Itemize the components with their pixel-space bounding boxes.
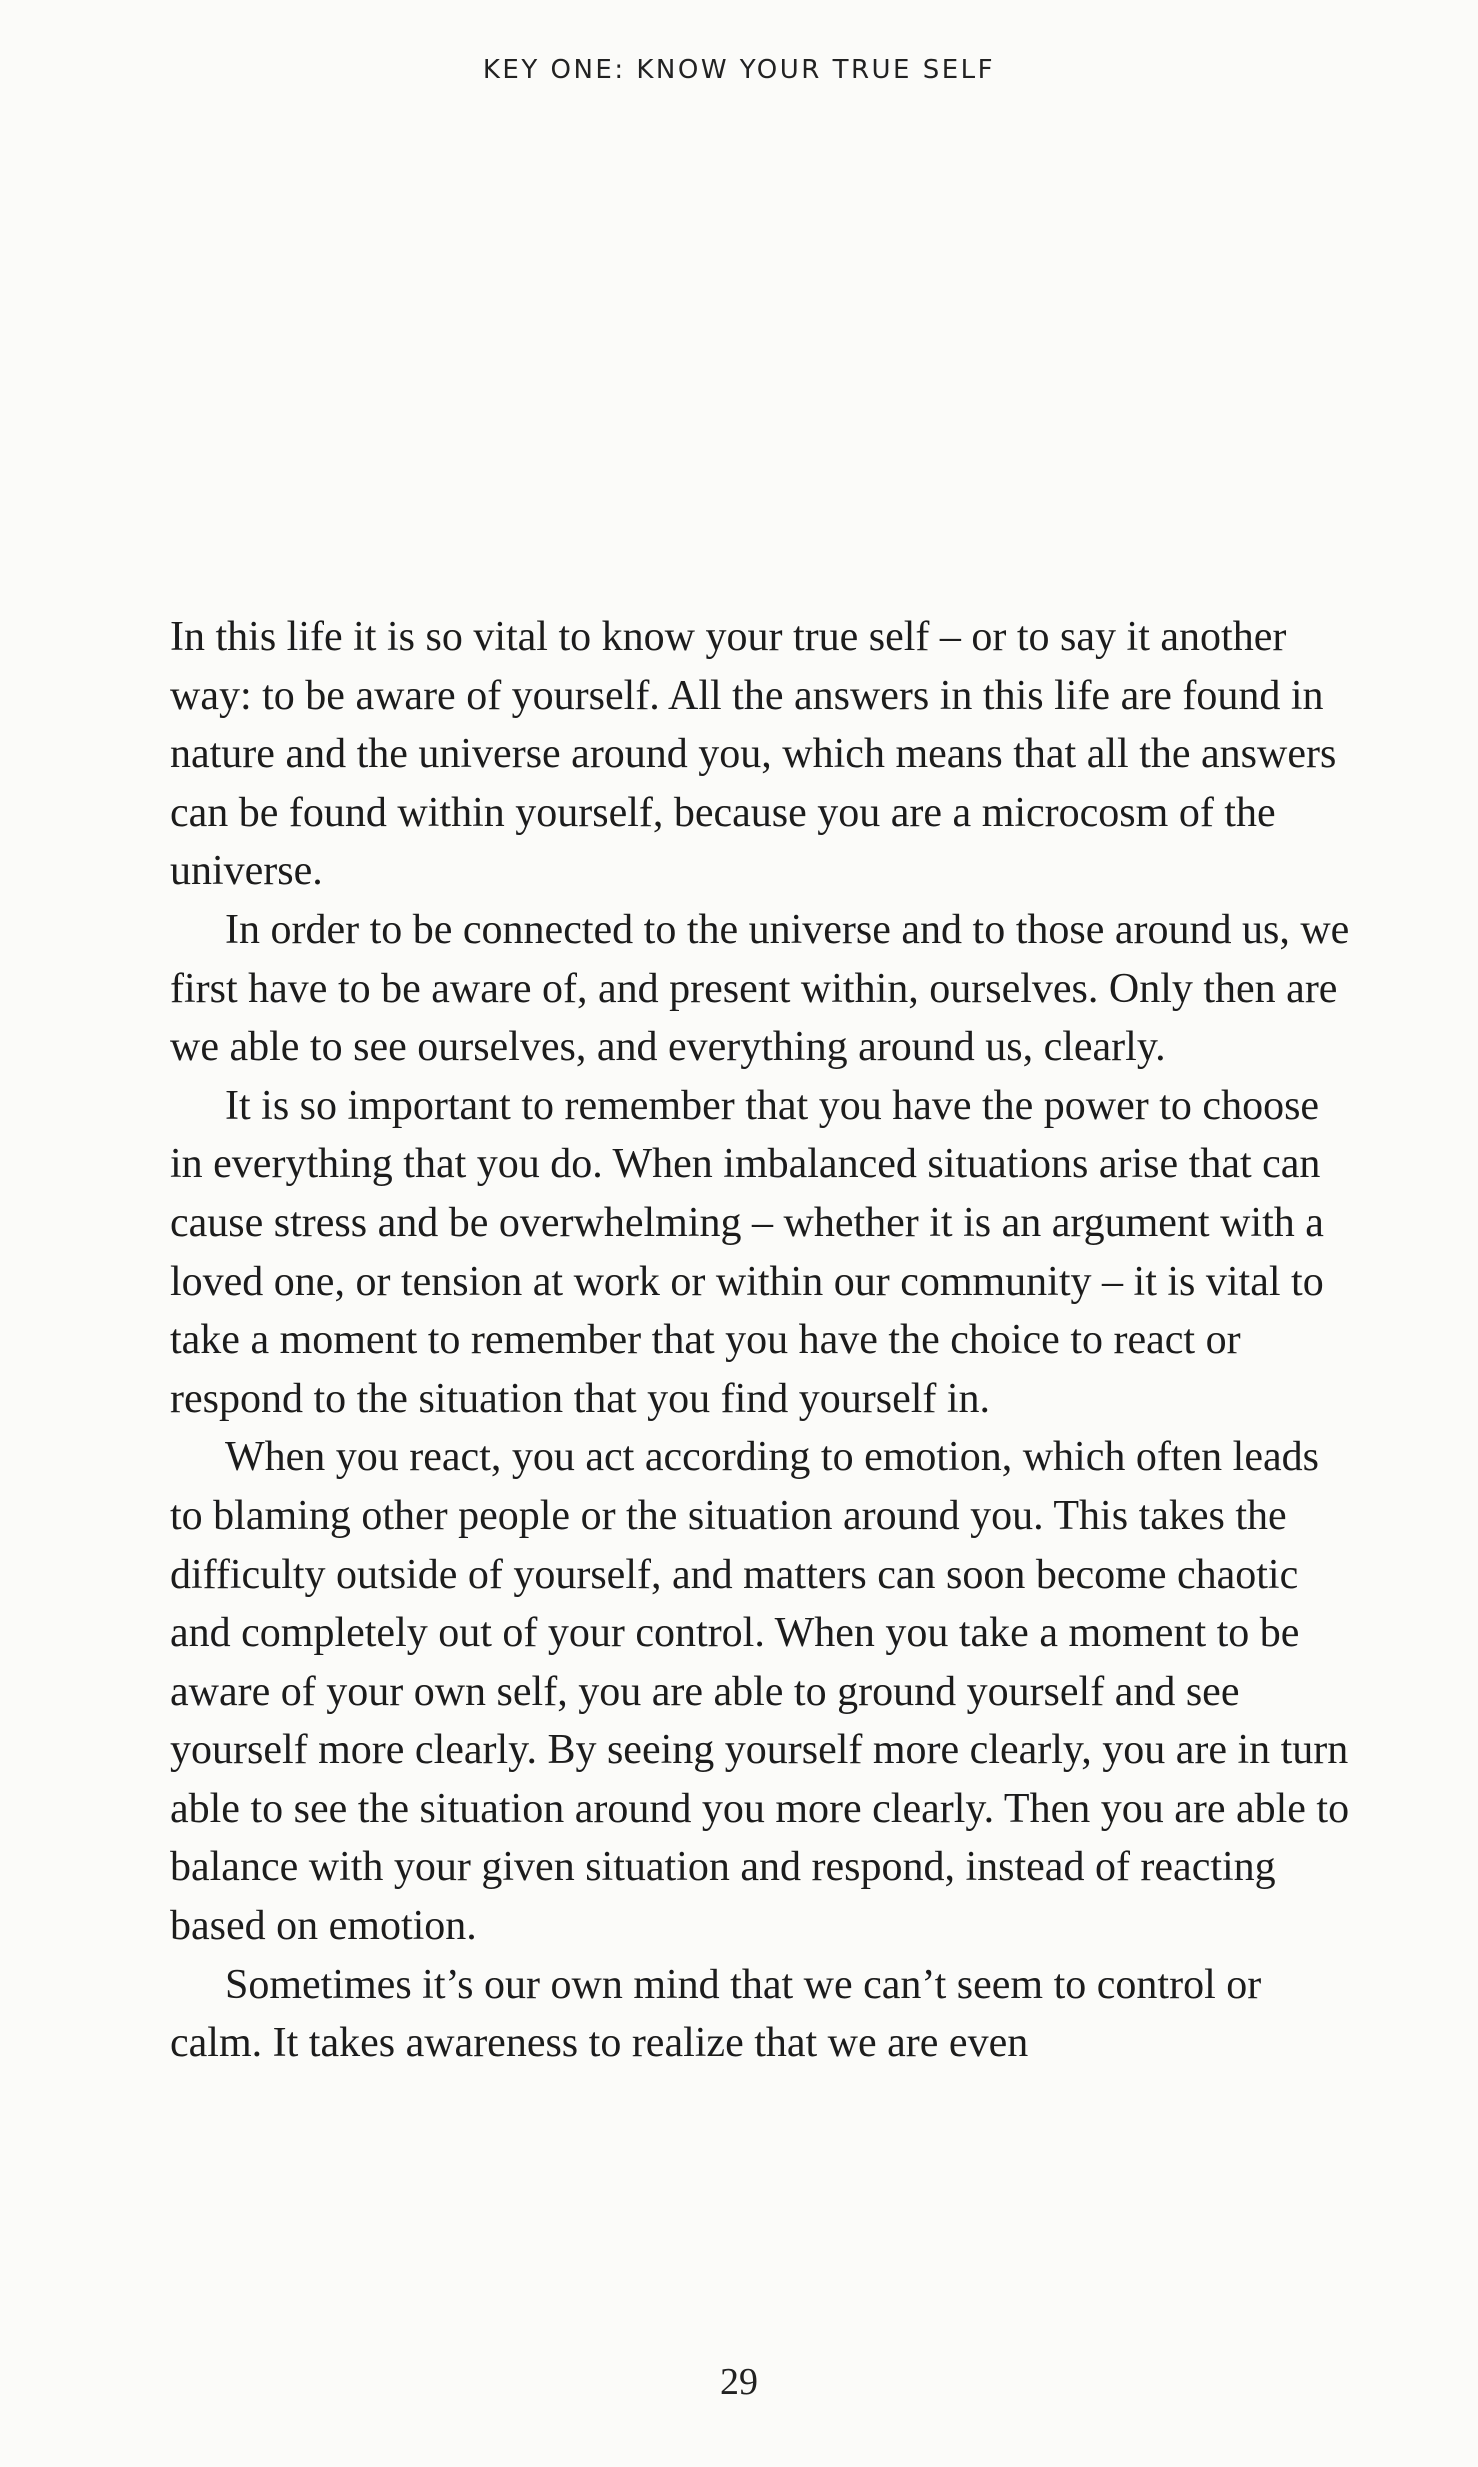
body-text	[170, 608, 1350, 2073]
paragraph-2: In order to be connected to the universe and to those around us, we first have to be aware of, and present within, ourselves. Only then are we able to see ourselves, and everything around us, clearly.	[170, 906, 1350, 1071]
paragraph-5: Sometimes it’s our own mind that we can’t seem to control or calm. It takes awareness to realize that we are even	[170, 1961, 1262, 2067]
paragraph-1: In this life it is so vital to know your true self – or to say it another way: to be aware of yourself. All the answers in this life are found in nature and the universe around you, which means that all the answers can be found within yourself, because you are a microcosm of the universe.	[170, 614, 1337, 895]
page-number: 29	[720, 2361, 758, 2403]
running-header: KEY ONE: KNOW YOUR TRUE SELF	[482, 55, 996, 85]
paragraph-3: It is so important to remember that you have the power to choose in everything that you do. When imbalanced situations arise that can cause stress and be overwhelming – whether it is an argument with a loved one, or tension at work or within our community – it is vital to take a moment to remember that you have the choice to react or respond to the situation that you find yourself in.	[170, 1082, 1324, 1422]
paragraph-4: When you react, you act according to emotion, which often leads to blaming other people or the situation around you. This takes the difficulty outside of yourself, and matters can soon become chaotic and completely out of your control. When you take a moment to be aware of your own self, you are able to ground yourself and see yourself more clearly. By seeing yourself more clearly, you are in turn able to see the situation around you more clearly. Then you are able to balance with your given situation and respond, instead of reacting based on emotion.	[170, 1434, 1350, 1950]
